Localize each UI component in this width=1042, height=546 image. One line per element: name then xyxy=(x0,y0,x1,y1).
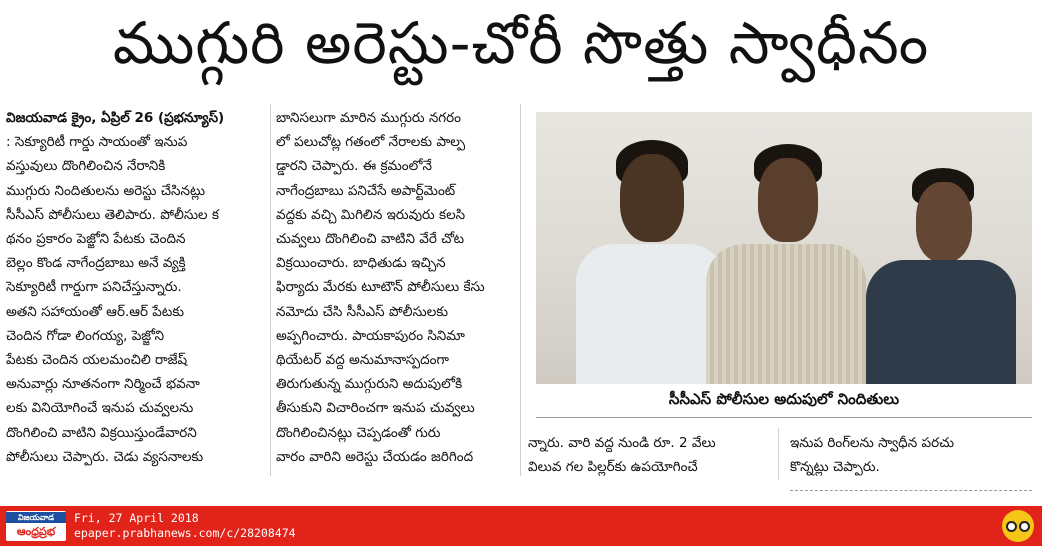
footer-bar xyxy=(0,506,1042,546)
article-line: దొంగిలించినట్లు చెప్పడంతో గురు xyxy=(276,424,441,441)
article-line: నాగేంద్రబాబు పనిచేసే అపార్ట్‌మెంట్ xyxy=(276,182,456,199)
epaper-url[interactable]: epaper.prabhanews.com/c/28208474 xyxy=(74,526,296,540)
article-line: : సెక్యూరిటీ గార్డు సాయంతో ఇనుప xyxy=(6,134,188,151)
edition-date: Fri, 27 April 2018 xyxy=(74,511,199,525)
article-line: తీసుకుని విచారించగా ఇనుప చువ్వలు xyxy=(276,400,475,417)
article-column-2 xyxy=(276,106,514,476)
article-column-3 xyxy=(528,431,768,479)
column-divider xyxy=(270,104,271,476)
owl-icon[interactable] xyxy=(1002,510,1034,542)
column-divider xyxy=(520,104,521,476)
news-photo xyxy=(536,112,1032,384)
article-line: పోలీసులు చెప్పారు. చెడు వ్యసనాలకు xyxy=(6,448,204,465)
article-line: వద్దకు వచ్చి మిగిలిన ఇరువురు కలసి xyxy=(276,206,466,223)
article-line: సీసీఎస్ పోలీసులు తెలిపారు. పోలీసుల క xyxy=(6,206,219,223)
article-column-1 xyxy=(6,106,266,476)
newspaper-logo[interactable] xyxy=(6,511,66,541)
article-line: బెల్లం కొండ నాగేంద్రబాబు అనే వ్యక్తి xyxy=(6,255,186,272)
article-line: ఫిర్యాదు మేరకు టూటౌన్ పోలీసులు కేసు xyxy=(276,279,485,296)
article-line: తిరుగుతున్న ముగ్గురుని అదుపులోకి xyxy=(276,376,463,393)
column-divider xyxy=(778,428,779,480)
article-line: లకు వినియోగించే ఇనుప చువ్వలను xyxy=(6,400,194,417)
article-line: వారం వారిని అరెస్టు చేయడం జరిగింద xyxy=(276,448,474,465)
article-line: న్నారు. వారి వద్ద నుండి రూ. 2 వేలు xyxy=(528,435,716,451)
article-line: చెందిన గోడా లింగయ్య, పెజ్జోని xyxy=(6,327,165,344)
article-line: బానిసలుగా మారిన ముగ్గురు నగరం xyxy=(276,110,462,126)
article-line: నమోదు చేసి సీసీఎస్ పోలీసులకు xyxy=(276,303,449,320)
article-line: సెక్యూరిటీ గార్డుగా పనిచేస్తున్నారు. xyxy=(6,279,182,296)
article-line: చువ్వలు దొంగిలించి వాటిని వేరే చోట xyxy=(276,231,465,248)
article-line: అనువార్లు నూతనంగా నిర్మించే భవనా xyxy=(6,376,200,393)
article-line: ముగ్గురు నిందితులను అరెస్టు చేసినట్లు xyxy=(6,182,206,199)
article-line: డ్డారని చెప్పారు. ఈ క్రమంలోనే xyxy=(276,158,432,175)
article-line: అతని సహాయంతో ఆర్.ఆర్ పేటకు xyxy=(6,303,185,320)
article-line: దొంగిలించి వాటిని విక్రయిస్తుండేవారని xyxy=(6,424,197,441)
logo-title: ఆంధ్రప్రభ xyxy=(16,525,56,538)
article-column-4 xyxy=(790,431,1030,479)
article-line: వస్తువులు దొంగిలించిన నేరానికి xyxy=(6,158,166,175)
footer-info xyxy=(74,511,296,541)
logo-edition: విజయవాడ xyxy=(6,512,66,523)
cut-line xyxy=(790,490,1032,491)
person-right xyxy=(866,168,1016,384)
article-line: పేటకు చెందిన యలమంచిలి రాజేష్ xyxy=(6,352,188,369)
dateline: విజయవాడ క్రైం, ఏప్రిల్ 26 (ప్రభన్యూస్) xyxy=(6,110,225,126)
article-line: విలువ గల పిల్లర్‌కు ఉపయోగించే xyxy=(528,459,698,476)
headline: ముగ్గురి అరెస్టు-చోరీ సొత్తు స్వాధీనం xyxy=(112,8,930,77)
article-line: విక్రయించారు. బాధితుడు ఇచ్చిన xyxy=(276,255,446,272)
photo-caption: సీసీఎస్ పోలీసుల అదుపులో నిందితులు xyxy=(536,384,1032,418)
person-left xyxy=(576,132,726,384)
article-line: కొన్నట్లు చెప్పారు. xyxy=(790,459,880,476)
article-line: థియేటర్ వద్ద అనుమానాస్పదంగా xyxy=(276,352,449,369)
article-line: ఇనుప రింగ్‌లను స్వాధీన పరచు xyxy=(790,435,955,451)
person-middle xyxy=(706,144,866,384)
article-line: థనం ప్రకారం పెజ్జోని పేటకు చెందిన xyxy=(6,231,186,248)
article-line: లో పలుచోట్ల గతంలో నేరాలకు పాల్ప xyxy=(276,134,466,151)
article-line: అప్పగించారు. పాయకాపురం సినిమా xyxy=(276,327,465,344)
